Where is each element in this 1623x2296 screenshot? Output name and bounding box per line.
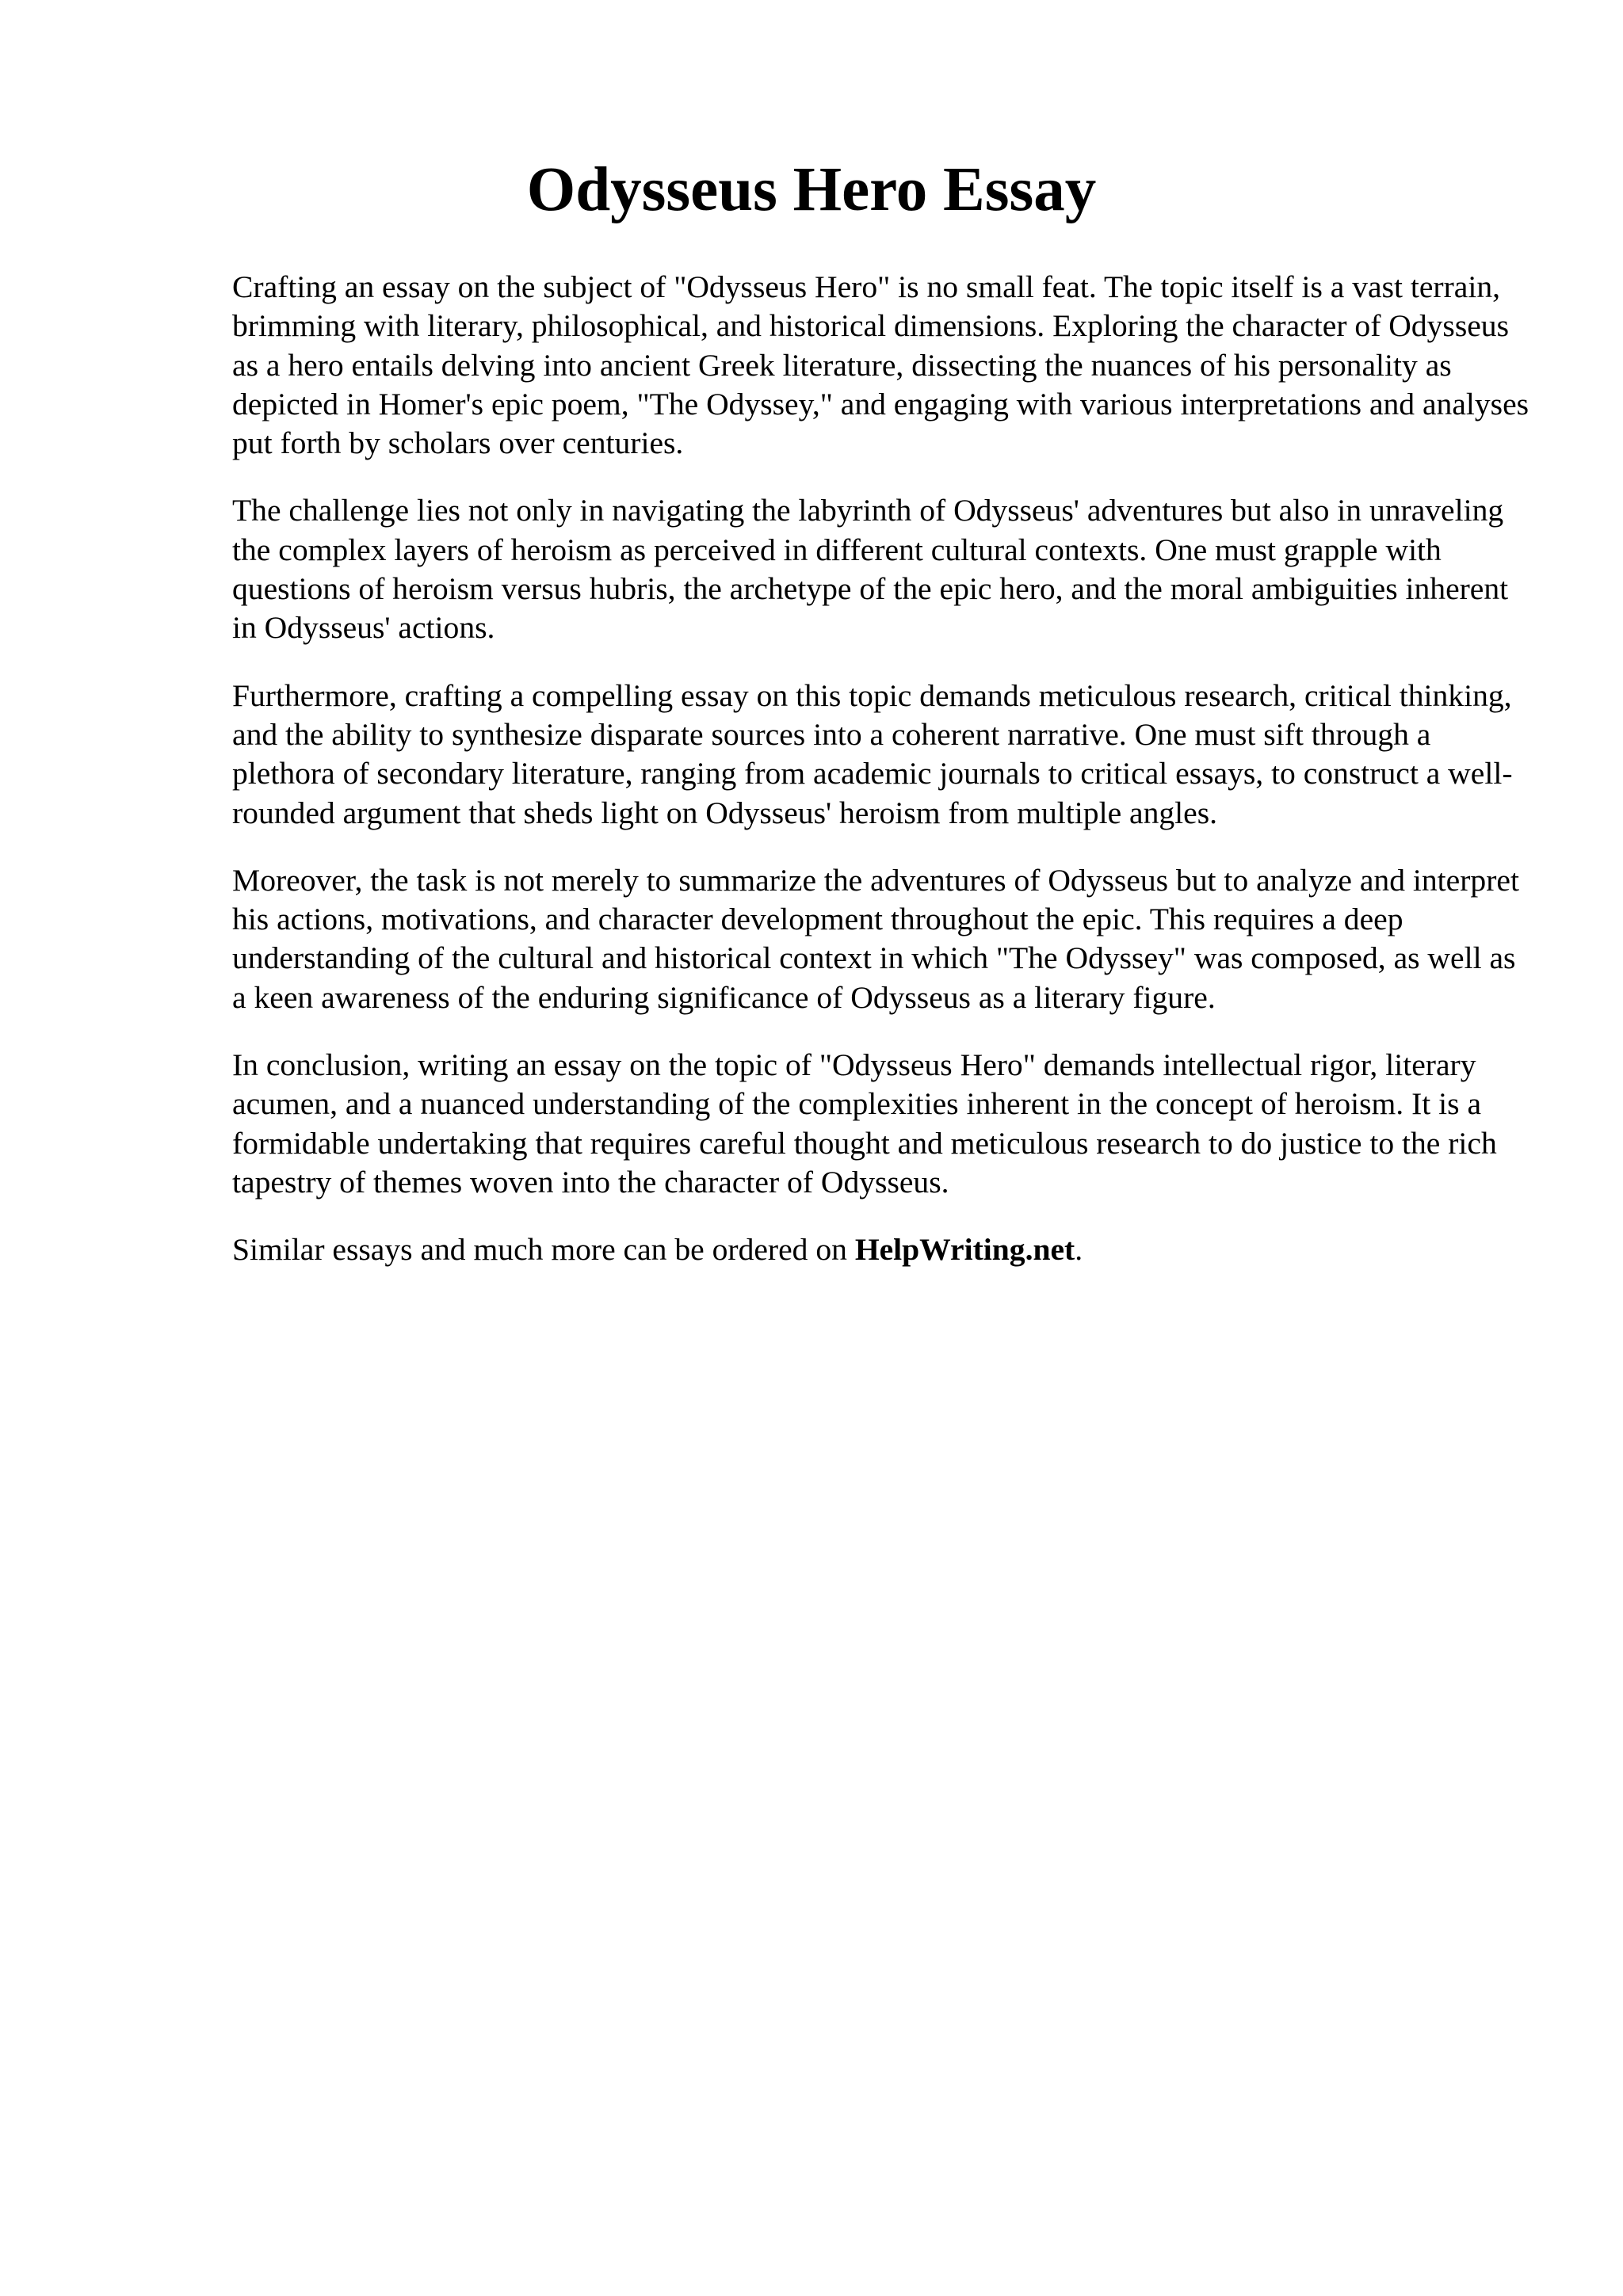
paragraph-4: Moreover, the task is not merely to summarize the adventures of Odysseus but to analyze and interpret his actions, motivations, and character development throughout the epic. This requires a deep understanding of the cultural and historical context in which "The Odyssey" was composed, as well as a keen awareness of the enduring significance of Odysseus as a literary figure. bbox=[232, 862, 1519, 1015]
essay-body bbox=[232, 268, 1532, 1299]
helpwriting-link[interactable]: HelpWriting.net bbox=[854, 1232, 1075, 1268]
closing-suffix: . bbox=[1075, 1232, 1083, 1268]
closing-prefix: Similar essays and much more can be ordered on bbox=[232, 1232, 855, 1268]
document-title: Odysseus Hero Essay bbox=[526, 155, 1097, 224]
closing-line bbox=[232, 1230, 1532, 1269]
paragraph-1: Crafting an essay on the subject of "Odysseus Hero" is no small feat. The topic itself is a vast terrain, brimming with literary, philosophical, and historical dimensions. Exploring the character of Odysseus as a hero entails delving into ancient Greek literature, dissecting the nuances of his personality as depicted in Homer's epic poem, "The Odyssey," and engaging with various interpretations and analyses put forth by scholars over centuries. bbox=[232, 269, 1529, 461]
paragraph-5: In conclusion, writing an essay on the topic of "Odysseus Hero" demands intellectual rigor, literary acumen, and a nuanced understanding of the complexities inherent in the concept of heroism. It is a formidable undertaking that requires careful thought and meticulous research to do justice to the rich tapestry of themes woven into the character of Odysseus. bbox=[232, 1047, 1497, 1199]
paragraph-3: Furthermore, crafting a compelling essay on this topic demands meticulous research, critical thinking, and the ability to synthesize disparate sources into a coherent narrative. One must sift through a plethora of secondary literature, ranging from academic journals to critical essays, to construct a well-rounded argument that sheds light on Odysseus' heroism from multiple angles. bbox=[232, 677, 1513, 830]
paragraph-2: The challenge lies not only in navigating the labyrinth of Odysseus' adventures but also in unraveling the complex layers of heroism as perceived in different cultural contexts. One must grapple with questions of heroism versus hubris, the archetype of the epic hero, and the moral ambiguities inherent in Odysseus' actions. bbox=[232, 493, 1509, 646]
